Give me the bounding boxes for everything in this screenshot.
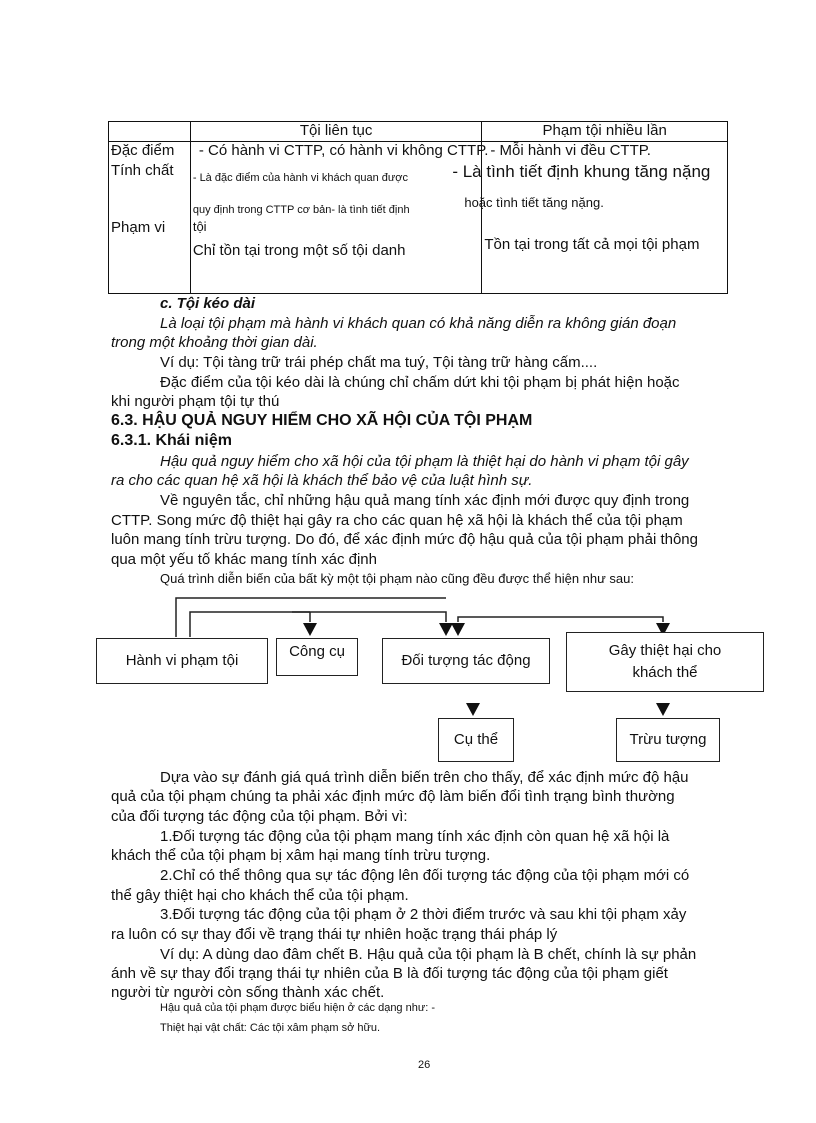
section-63-p1-4: qua một yếu tố khác mang tính xác định xyxy=(111,551,377,568)
box-tool: Công cụ xyxy=(276,638,358,676)
repeated-scope: Tồn tại trong tất cả mọi tội phạm xyxy=(484,236,700,253)
connector-outer xyxy=(176,598,446,637)
box-harm-line-1: Gây thiệt hại cho xyxy=(608,642,722,659)
comparison-table xyxy=(108,121,728,294)
connector-object-to-harm xyxy=(458,617,663,622)
repeated-nature-2: hoặc tình tiết tăng nặng. xyxy=(464,195,604,210)
diagram-intro: Quá trình diễn biến của bất kỳ một tội phạm nào cũng đều được thể hiện như sau: xyxy=(160,571,635,586)
connector-tool-to-object xyxy=(292,612,446,622)
repeated-feature: - Mỗi hành vi đều CTTP. xyxy=(490,142,651,159)
page-number: 26 xyxy=(418,1059,431,1071)
analysis-line-2: quả của tội phạm chúng ta phải xác định mức độ làm biến đổi tình trạng bình thường xyxy=(111,788,675,805)
arrow-to-tool xyxy=(303,623,317,636)
box-harm xyxy=(566,632,764,692)
table-header-repeated: Phạm tội nhiều lần xyxy=(482,122,728,142)
continuous-nature-2: quy định trong CTTP cơ bản- là tình tiết định xyxy=(192,204,410,216)
repeated-cell xyxy=(452,142,728,294)
section-63-p1-1: Về nguyên tắc, chỉ những hậu quả mang tính xác định mới được quy định trong xyxy=(160,492,690,509)
section-c-heading: c. Tội kéo dài xyxy=(160,295,256,312)
item-1-line-1: 1.Đối tượng tác động của tội phạm mang tính xác định còn quan hệ xã hội là xyxy=(160,828,670,845)
table-header-continuous: Tội liên tục xyxy=(190,122,482,142)
section-63-p1-3: luôn mang tính trừu tượng. Do đó, để xác định mức độ hậu quả của tội phạm phải thông xyxy=(111,531,698,548)
continuous-cell xyxy=(190,142,489,294)
item-1-line-2: khách thể của tội phạm bị xâm hại mang tính trừu tượng. xyxy=(111,847,491,864)
item-3-line-1: 3.Đối tượng tác động của tội phạm ở 2 thời điểm trước và sau khi tội phạm xảy xyxy=(160,906,687,923)
section-c-def-1: Là loại tội phạm mà hành vi khách quan có khả năng diễn ra không gián đoạn xyxy=(160,315,677,332)
continuous-scope: Chỉ tồn tại trong một số tội danh xyxy=(192,242,406,259)
box-abstract: Trừu tượng xyxy=(616,718,720,762)
row-label-features: Đặc điểm xyxy=(111,142,175,159)
example-line-1: Ví dụ: A dùng dao đâm chết B. Hậu quả của tội phạm là B chết, chính là sự phản xyxy=(160,946,697,963)
continuous-feature: - Có hành vi CTTP, có hành vi không CTTP. xyxy=(198,142,489,159)
section-631-heading: 6.3.1. Khái niệm xyxy=(111,432,232,449)
material-damage-line: Thiệt hại vật chất: Các tội xâm phạm sở hữu. xyxy=(160,1022,381,1034)
section-c-feature-2: khi người phạm tội tự thú xyxy=(111,393,280,410)
row-labels-cell xyxy=(109,142,191,294)
repeated-nature-1: - Là tình tiết định khung tăng nặng xyxy=(452,162,711,181)
example-line-3: người từ người còn sống thành xác chết. xyxy=(111,984,385,1001)
arrow-to-object-b xyxy=(451,623,465,636)
section-63-p1-2: CTTP. Song mức độ thiệt hại gây ra cho các quan hệ xã hội là khách thể của tội phạm xyxy=(111,512,683,529)
box-object: Đối tượng tác động xyxy=(382,638,550,684)
box-criminal-act: Hành vi phạm tội xyxy=(96,638,268,684)
forms-line: Hậu quả của tội phạm được biểu hiện ở các dạng như: - xyxy=(160,1002,435,1014)
arrow-to-object-a xyxy=(439,623,453,636)
item-2-line-2: thể gây thiệt hại cho khách thể của tội phạm. xyxy=(111,887,409,904)
item-3-line-2: ra luôn có sự thay đổi về trạng thái tự nhiên hoặc trạng thái pháp lý xyxy=(111,926,558,943)
box-concrete: Cụ thể xyxy=(438,718,514,762)
section-c-def-2: trong một khoảng thời gian dài. xyxy=(111,334,318,351)
continuous-nature-1: - Là đặc điểm của hành vi khách quan được xyxy=(192,172,408,184)
box-harm-line-2: khách thể xyxy=(632,664,698,681)
arrow-to-abstract xyxy=(656,703,670,716)
item-2-line-1: 2.Chỉ có thể thông qua sự tác động lên đối tượng tác động của tội phạm mới có xyxy=(160,867,690,884)
section-63-def-1: Hậu quả nguy hiểm cho xã hội của tội phạm là thiệt hại do hành vi phạm tội gây xyxy=(160,453,689,470)
section-63-def-2: ra cho các quan hệ xã hội là khách thể bảo vệ của luật hình sự. xyxy=(111,472,533,489)
continuous-nature-3: tội xyxy=(192,219,207,234)
table-header-empty xyxy=(109,122,191,142)
example-line-2: ánh về sự thay đổi trạng thái tự nhiên của B là đối tượng tác động của tội phạm giết xyxy=(111,965,668,982)
section-63-heading: 6.3. HẬU QUẢ NGUY HIỂM CHO XÃ HỘI CỦA TỘI PHẠM xyxy=(111,412,533,429)
row-label-nature: Tính chất xyxy=(111,162,174,179)
connector-to-tool xyxy=(190,612,310,637)
analysis-line-3: của đối tượng tác động của tội phạm. Bởi vì: xyxy=(111,808,408,825)
row-label-scope: Phạm vi xyxy=(111,219,166,236)
analysis-line-1: Dựa vào sự đánh giá quá trình diễn biến trên cho thấy, để xác định mức độ hậu xyxy=(160,769,689,786)
section-c-feature-1: Đặc điểm của tội kéo dài là chúng chỉ chấm dứt khi tội phạm bị phát hiện hoặc xyxy=(160,374,680,391)
arrow-to-concrete xyxy=(466,703,480,716)
section-c-example: Ví dụ: Tội tàng trữ trái phép chất ma tuý, Tội tàng trữ hàng cấm.... xyxy=(160,354,598,371)
